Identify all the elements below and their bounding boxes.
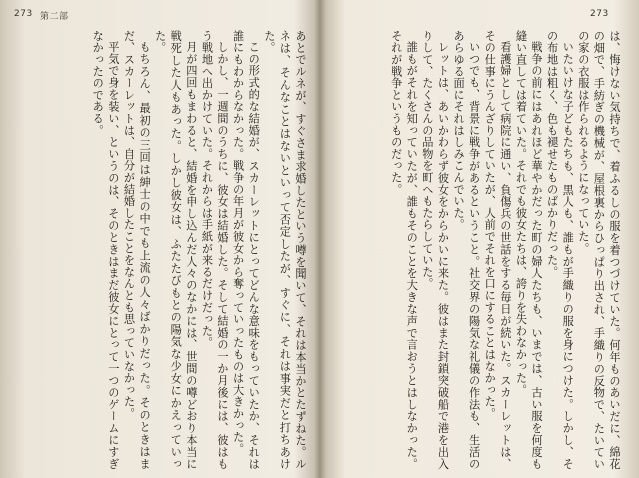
chapter-header: 第二部 bbox=[40, 12, 69, 22]
right-page-number: 273 bbox=[590, 9, 609, 19]
left-page bbox=[0, 0, 318, 478]
left-page-number: 273 bbox=[14, 9, 33, 19]
right-page-body bbox=[330, 30, 622, 470]
paragraph: 平気で身を装い、というのは、そのときはまだ彼女にとって一つのゲームにすぎなかったのである。 bbox=[91, 30, 120, 470]
paragraph: この形式的な結婚が、スカーレットにとってどんな意味をもっていたか、それは誰にもわからなかった。戦争の年月が彼女から奪っていったものは大きかった。 bbox=[231, 30, 261, 470]
paragraph: 月が四回もまわると、結婚を申し込んだ人々のなかには、世間の噂どおり本当に戦死した人もあった。しかし彼女は、ふたたびもとの陽気な少女にかえっていった。 bbox=[153, 30, 198, 470]
paragraph: あとでルネが、すぐさま求婚したという噂を聞いて、それは本当かとたずねた。ルネは、そんなことはないといって否定したが、すぐに、それは事実だと打ちあけた。 bbox=[262, 30, 307, 470]
paragraph: いたいけな子どもたちも、黒人も、誰もが手織りの服を身につけた。しかし、その布地は粗く、色も褪せたものばかりだった。 bbox=[545, 30, 575, 470]
paragraph: 看護婦として病院に通い、負傷兵の世話をする毎日が続いた。スカーレットは、その仕事にうんざりしていたが、人前でそれを口にすることはなかった。 bbox=[483, 30, 512, 470]
paragraph: 誰もがそれを知っていたが、誰もそのことを大きな声で言おうとはしなかった。それが戦争というものだった。 bbox=[389, 30, 419, 470]
paragraph: いつでも、背景に戦争があるということ。社交界の陽気な礼儀の作法も、生活のあらゆる面にそれはしみこんでいた。 bbox=[452, 30, 481, 470]
paragraph: しかし、一週間のうちに、彼女は結婚した。そして結婚の一か月後には、彼はもう戦地へ出かけていた。それからは手紙が来るだけだった。 bbox=[200, 30, 230, 470]
right-page bbox=[322, 0, 639, 478]
paragraph: 戦争の前にはあれほど華やかだった町の婦人たちも、いまでは、古い服を何度も縫い直しては着ていた。それでも彼女たちは、誇りを失わなかった。 bbox=[514, 30, 544, 470]
paragraph: は、悔けない気持ちで、着ふるしの服を着つづけていた。何年ものあいだに、綿花の畑で、手紡ぎの機械が、屋根裏からひっぱり出され、手織りの反物で、たいていの家の衣服は作られるようになっていた。 bbox=[576, 30, 621, 470]
left-page-body bbox=[10, 30, 308, 470]
paragraph: もちろん、最初の三回は紳士の中でも上流の人々ばかりだった。そのときはまだ、スカーレットは、自分が結婚したことをなんとも思っていなかった。 bbox=[122, 30, 152, 470]
paragraph: レットは、あいかわらず彼女をからかいに来た。彼はまた封鎖突破船で港を出入りして、たくさんの品物を町へもたらしていた。 bbox=[420, 30, 450, 470]
